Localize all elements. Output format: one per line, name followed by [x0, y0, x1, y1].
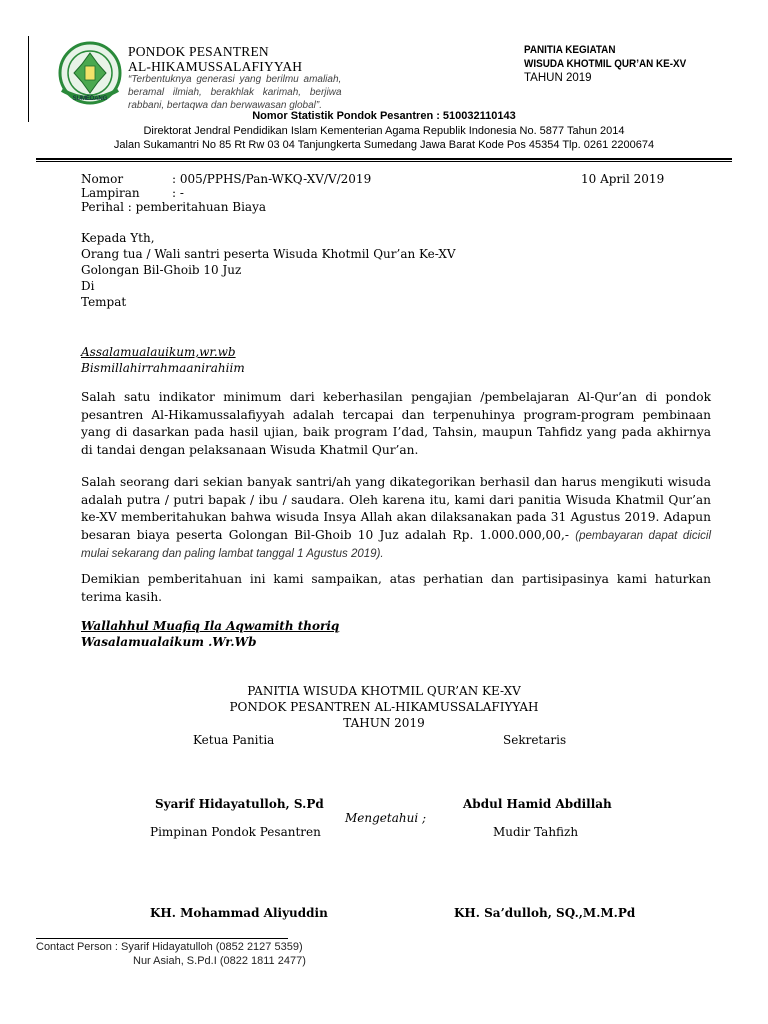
- closing-line1: Wallahhul Muafiq Ila Aqwamith thoriq: [81, 619, 340, 633]
- contact-divider: [36, 938, 288, 939]
- salam-opening: Assalamualauikum,wr.wb: [81, 345, 236, 359]
- school-name-line1: PONDOK PESANTREN: [128, 44, 269, 59]
- ketua-name: Syarif Hidayatulloh, S.Pd: [155, 797, 324, 811]
- basmalah: Bismillahirrahmaanirahiim: [81, 361, 245, 375]
- signature-org-line3: TAHUN 2019: [343, 716, 425, 730]
- header-divider: [36, 158, 732, 160]
- recipient-line4: Di: [81, 279, 95, 293]
- recipient-line3: Golongan Bil-Ghoib 10 Juz: [81, 263, 242, 277]
- recipient-line2: Orang tua / Wali santri peserta Wisuda Khotmil Qur’an Ke-XV: [81, 247, 456, 261]
- event-title-line2: WISUDA KHOTMIL QUR’AN KE-XV: [524, 58, 687, 70]
- pimpinan-label: Pimpinan Pondok Pesantren: [150, 825, 321, 839]
- nomor-value: : 005/PPHS/Pan-WKQ-XV/V/2019: [172, 172, 372, 186]
- letter-date: 10 April 2019: [581, 172, 665, 186]
- recipient-line5: Tempat: [81, 295, 127, 309]
- event-title-line3: TAHUN 2019: [524, 72, 592, 84]
- contact-line2: Nur Asiah, S.Pd.I (0822 1811 2477): [133, 955, 306, 967]
- logo-text: SUMEDANG: [72, 96, 108, 102]
- mudir-label: Mudir Tahfizh: [493, 825, 579, 839]
- closing-line2: Wasalamualaikum .Wr.Wb: [81, 635, 257, 649]
- header-divider-thin: [36, 161, 732, 162]
- directorate-line: Direktorat Jendral Pendidikan Islam Kementerian Agama Republik Indonesia No. 5877 Tahun 2014: [143, 125, 625, 137]
- sekretaris-label: Sekretaris: [503, 733, 567, 747]
- contact-line1: Contact Person : Syarif Hidayatulloh (0852 2127 5359): [36, 941, 303, 953]
- lampiran-value: : -: [172, 186, 184, 200]
- event-title-line1: PANITIA KEGIATAN: [524, 44, 616, 56]
- signature-org-line1: PANITIA WISUDA KHOTMIL QUR’AN KE-XV: [247, 684, 521, 698]
- mudir-name: KH. Sa’dulloh, SQ.,M.M.Pd: [454, 906, 636, 920]
- perihal-line: Perihal : pemberitahuan Biaya: [81, 200, 266, 214]
- recipient-line1: Kepada Yth,: [81, 231, 155, 245]
- body-paragraph-1: Salah satu indikator minimum dari keberhasilan pengajian /pembelajaran Al-Qur’an di pondok pesantren Al-Hikamussalafiyyah adalah tercapai dan terpenuhinya program-program pembinaan yang di dasarkan pada hasil ujian, baik program I’dad, Tahsin, maupun Tahfidz yang pada akhirnya di tandai dengan pelaksanaan Wisuda Khatmil Qur’an.: [81, 390, 711, 457]
- address-line: Jalan Sukamantri No 85 Rt Rw 03 04 Tanjungkerta Sumedang Jawa Barat Kode Pos 45354 Tlp. 0261 2200674: [113, 139, 655, 151]
- body-paragraph-2-main: Salah seorang dari sekian banyak santri/ah yang dikategorikan berhasil dan harus mengikuti wisuda adalah putra / putri bapak / ibu / saudara. Oleh karena itu, kami dari panitia Wisuda Khatmil Qur’an ke-XV memberitahukan bahwa wisuda Insya Allah akan dilaksanakan pada 31 Agustus 2019. Adapun besaran biaya peserta Golongan Bil-Ghoib 10 Juz adalah Rp. 1.000.000,00,-: [81, 475, 711, 542]
- motto-line3: rabbani, bertaqwa dan berwawasan global”.: [128, 100, 323, 111]
- body-paragraph-2: [81, 474, 711, 564]
- pimpinan-name: KH. Mohammad Aliyuddin: [150, 906, 328, 920]
- motto-line2: beramal ilmiah, berakhlak karimah, berjiwa: [128, 87, 342, 98]
- mengetahui-label: Mengetahui ;: [345, 811, 427, 825]
- nss-number: Nomor Statistik Pondok Pesantren : 510032110143: [252, 110, 516, 122]
- body-paragraph-3: Demikian pemberitahuan ini kami sampaikan, atas perhatian dan partisipasinya kami haturkan terima kasih.: [81, 572, 711, 604]
- lampiran-label: Lampiran: [81, 186, 140, 200]
- body-paragraph-2-note: (pembayaran dapat dicicil mulai sekarang dan paling lambat tanggal 1 Agustus 2019).: [81, 529, 711, 560]
- school-name-line2: AL-HIKAMUSSALAFIYYAH: [128, 59, 303, 74]
- motto-line1: “Terbentuknya generasi yang berilmu amaliah,: [128, 74, 342, 85]
- signature-org-line2: PONDOK PESANTREN AL-HIKAMUSSALAFIYYAH: [229, 700, 539, 714]
- ketua-label: Ketua Panitia: [193, 733, 275, 747]
- nomor-label: Nomor: [81, 172, 124, 186]
- sekretaris-name: Abdul Hamid Abdillah: [463, 797, 612, 811]
